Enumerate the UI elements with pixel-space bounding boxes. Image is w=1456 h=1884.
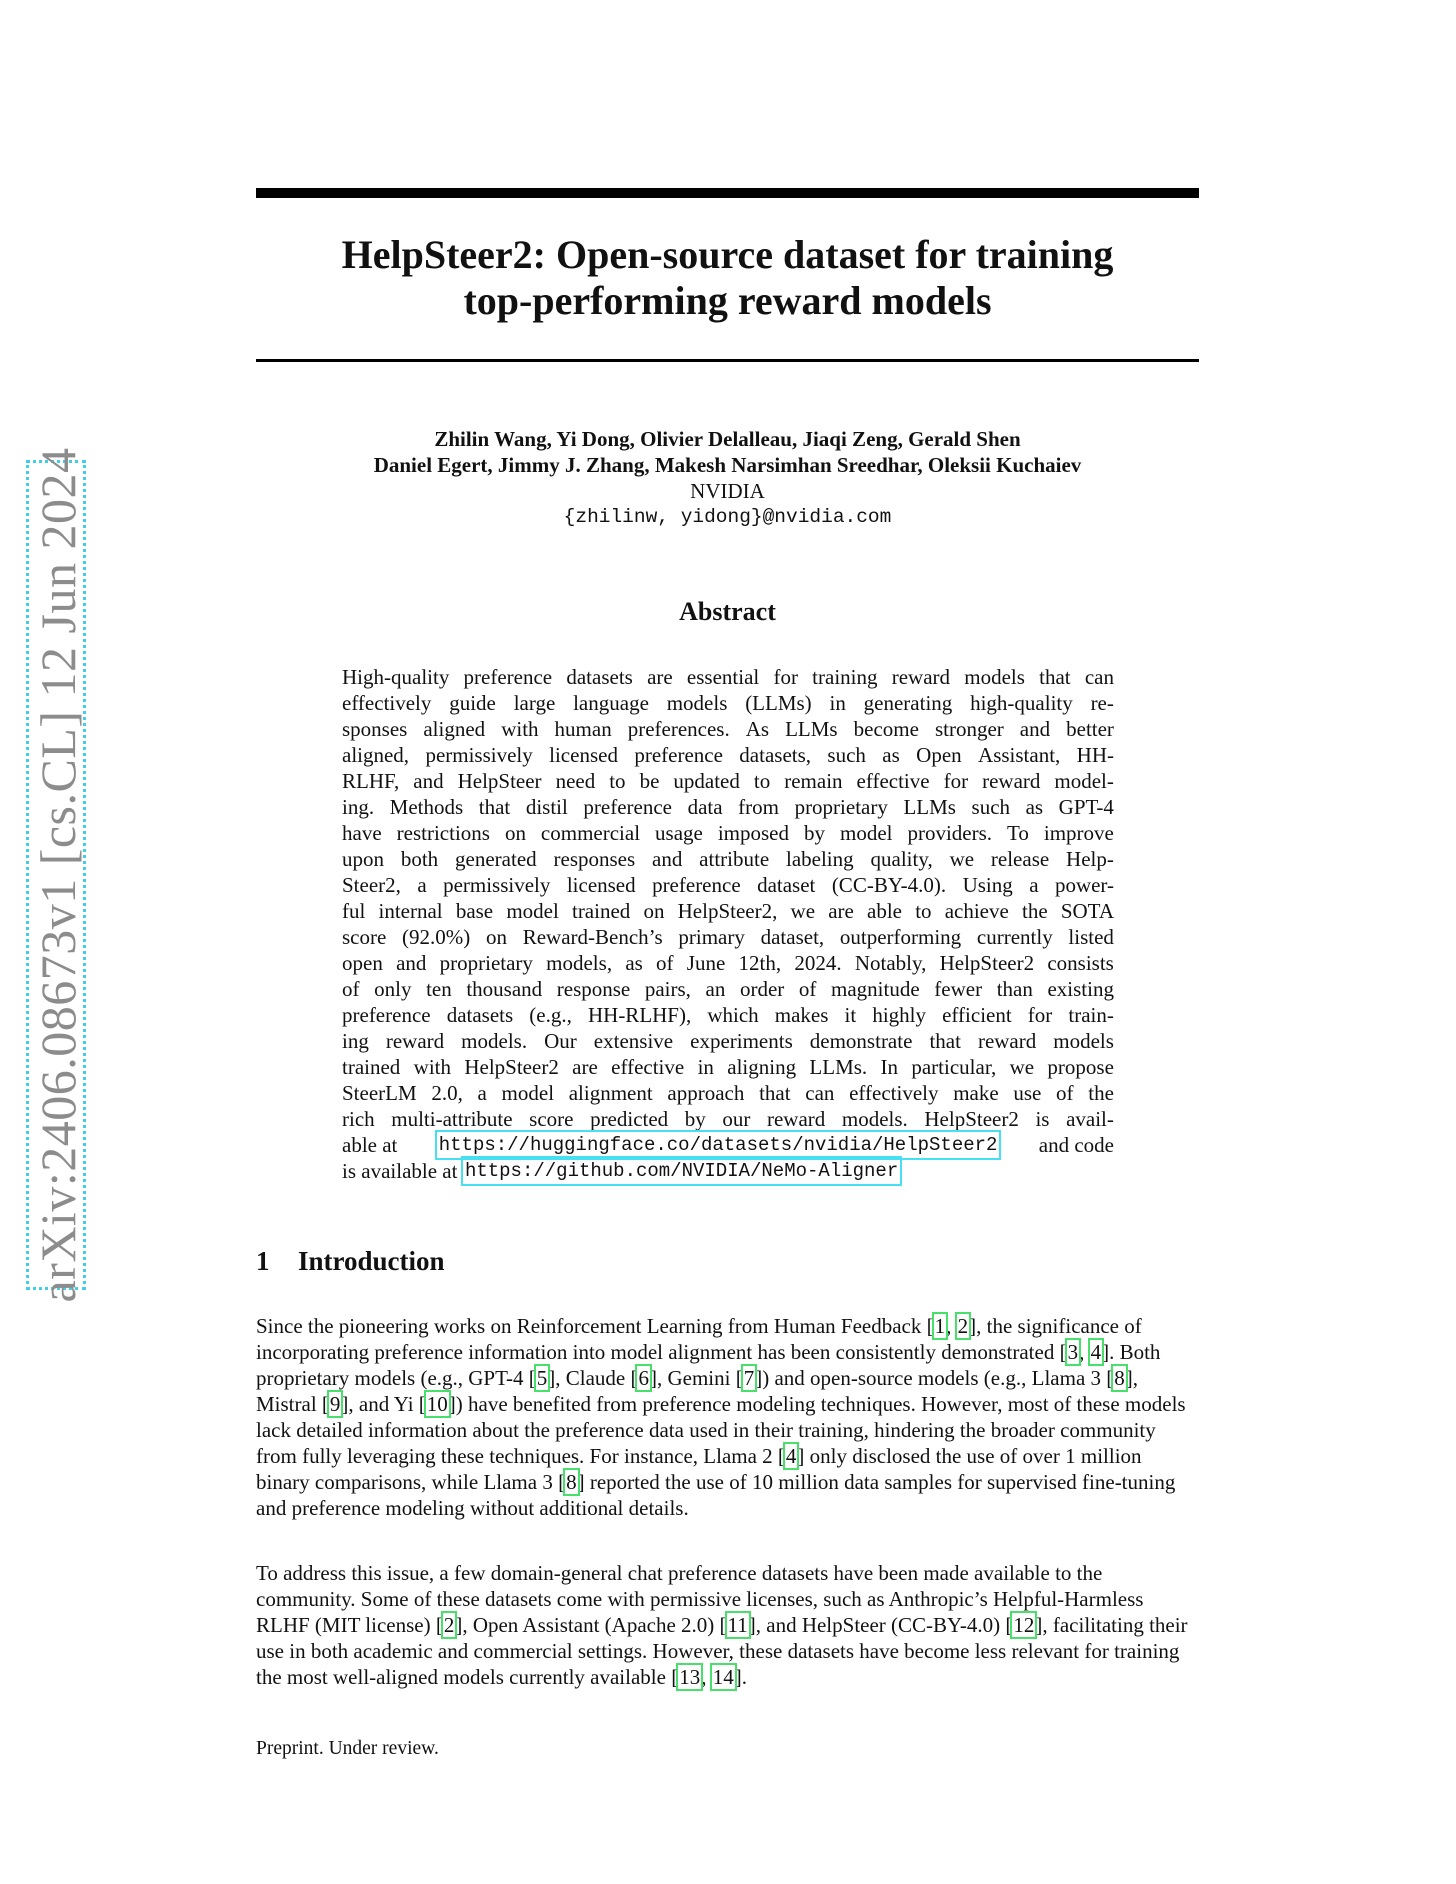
author-block	[256, 426, 1199, 530]
author-names-line-2: Daniel Egert, Jimmy J. Zhang, Makesh Narsimhan Sreedhar, Oleksii Kuchaiev	[373, 453, 1082, 477]
citation-link[interactable]: 7	[743, 1366, 755, 1390]
preprint-footer: Preprint. Under review.	[256, 1738, 439, 1759]
code-link[interactable]: https://github.com/NVIDIA/NeMo-Aligner	[464, 1160, 899, 1182]
section-number: 1	[256, 1246, 270, 1276]
dataset-link[interactable]: https://huggingface.co/datasets/nvidia/HelpSteer2	[438, 1134, 998, 1156]
abstract-line: High-quality preference datasets are essential for training reward models that can	[342, 665, 1114, 689]
section-title: Introduction	[298, 1246, 445, 1276]
title-line-2: top-performing reward models	[463, 278, 992, 323]
section-heading-introduction	[256, 1246, 445, 1277]
citation-link[interactable]: 1	[934, 1314, 946, 1338]
abstract-line: score (92.0%) on Reward-Bench’s primary dataset, outperforming currently listed	[342, 925, 1114, 949]
abstract-line: preference datasets (e.g., HH-RLHF), which makes it highly efficient for train-	[342, 1003, 1114, 1027]
citation-link[interactable]: 13	[679, 1665, 701, 1689]
abstract-line: effectively guide large language models (LLMs) in generating high-quality re-	[342, 691, 1114, 715]
abstract-text: is available at	[342, 1159, 458, 1183]
abstract-line: aligned, permissively licensed preference datasets, such as Open Assistant, HH-	[342, 743, 1114, 767]
intro-paragraph-2: To address this issue, a few domain-general chat preference datasets have been made available to the community. Some of these datasets come with permissive licenses, such as Anthropic’s Helpful-Harmless RLHF (MIT license) [2], Open Assistant (Apache 2.0) [11], and HelpSteer (CC-BY-4.0) [12], facilitating their use in both academic and commercial settings. However, these datasets have become less relevant for training the most well-aligned models currently available [13, 14].	[256, 1561, 1188, 1689]
citation-link[interactable]: 4	[785, 1444, 797, 1468]
abstract-line: SteerLM 2.0, a model alignment approach that can effectively make use of the	[342, 1081, 1114, 1105]
abstract-line	[342, 1132, 1114, 1158]
citation-link[interactable]: 2	[443, 1613, 455, 1637]
abstract-line: rich multi-attribute score predicted by our reward models. HelpSteer2 is avail-	[342, 1107, 1114, 1131]
citation-link[interactable]: 8	[566, 1470, 577, 1494]
citation-link[interactable]: 11	[727, 1613, 748, 1637]
title-top-rule	[256, 188, 1199, 198]
abstract-text: able at	[342, 1133, 398, 1157]
citation-link[interactable]: 6	[638, 1366, 649, 1390]
abstract-line: have restrictions on commercial usage imposed by model providers. To improve	[342, 821, 1114, 845]
abstract-line: ing reward models. Our extensive experiments demonstrate that reward models	[342, 1029, 1114, 1053]
affiliation: NVIDIA	[690, 479, 765, 503]
paper-title	[256, 232, 1199, 324]
abstract-line: sponses aligned with human preferences. As LLMs become stronger and better	[342, 717, 1114, 741]
author-email: {zhilinw, yidong}@nvidia.com	[563, 506, 892, 528]
abstract-body	[342, 664, 1114, 1184]
author-names-line-1: Zhilin Wang, Yi Dong, Olivier Delalleau, Jiaqi Zeng, Gerald Shen	[434, 427, 1021, 451]
citation-link[interactable]: 4	[1090, 1340, 1102, 1364]
abstract-line: trained with HelpSteer2 are effective in aligning LLMs. In particular, we propose	[342, 1055, 1114, 1079]
citation-link[interactable]: 5	[536, 1366, 548, 1390]
citation-link[interactable]: 9	[329, 1392, 341, 1416]
title-line-1: HelpSteer2: Open-source dataset for training	[341, 232, 1114, 277]
abstract-line	[342, 1158, 1114, 1184]
citation-link[interactable]: 12	[1013, 1613, 1035, 1637]
abstract-line: upon both generated responses and attribute labeling quality, we release Help-	[342, 847, 1114, 871]
abstract-heading: Abstract	[679, 597, 776, 626]
title-bottom-rule	[256, 359, 1199, 362]
abstract-line: Steer2, a permissively licensed preference dataset (CC-BY-4.0). Using a power-	[342, 873, 1114, 897]
citation-link[interactable]: 10	[426, 1392, 448, 1416]
citation-link[interactable]: 2	[957, 1314, 969, 1338]
intro-paragraph-1: Since the pioneering works on Reinforcement Learning from Human Feedback [1, 2], the significance of incorporating preference information into model alignment has been consistently demonstrated [3, 4]. Both proprietary models (e.g., GPT-4 [5], Claude [6], Gemini [7]) and open-source models (e.g., Llama 3 [8], Mistral [9], and Yi [10]) have benefited from preference modeling techniques. However, most of these models lack detailed information about the preference data used in their training, hindering the broader community from fully leveraging these techniques. For instance, Llama 2 [4] only disclosed the use of over 1 million binary comparisons, while Llama 3 [8] reported the use of 10 million data samples for supervised fine-tuning and preference modeling without additional details.	[256, 1314, 1186, 1520]
abstract-line: RLHF, and HelpSteer need to be updated to remain effective for reward model-	[342, 769, 1114, 793]
abstract-line: ing. Methods that distil preference data from proprietary LLMs such as GPT-4	[342, 795, 1114, 819]
citation-link[interactable]: 14	[712, 1665, 734, 1689]
abstract-text: and code	[1038, 1133, 1114, 1157]
abstract-line: open and proprietary models, as of June 12th, 2024. Notably, HelpSteer2 consists	[342, 951, 1114, 975]
arxiv-identifier-text: arXiv:2406.08673v1 [cs.CL] 12 Jun 2024	[30, 447, 86, 1303]
abstract-line: of only ten thousand response pairs, an order of magnitude fewer than existing	[342, 977, 1114, 1001]
citation-link[interactable]: 8	[1114, 1366, 1125, 1390]
citation-link[interactable]: 3	[1067, 1340, 1079, 1364]
abstract-line: ful internal base model trained on HelpSteer2, we are able to achieve the SOTA	[342, 899, 1114, 923]
